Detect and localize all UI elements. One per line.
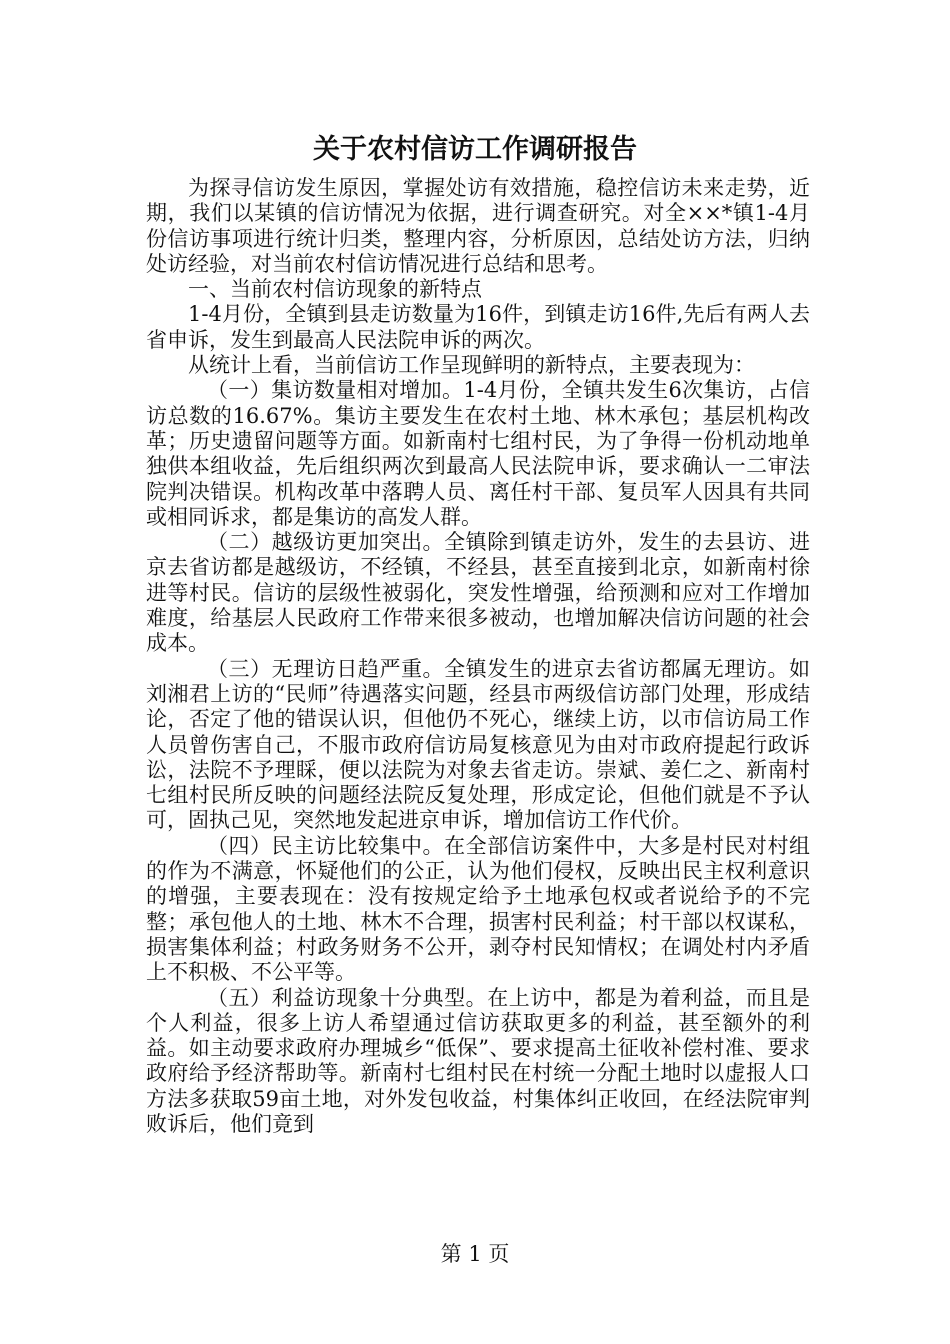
document-body bbox=[146, 176, 810, 1137]
paragraph-feature-1: （一）集访数量相对增加。1-4月份，全镇共发生6次集访，占信访总数的16.67%。集访主要发生在农村土地、林木承包；基层机构改革；历史遗留问题等方面。如新南村七组村民，为了争得一份机动地单独供本组收益，先后组织两次到最高人民法院申诉，要求确认一二审法院判决错误。机构改革中落聘人员、离任村干部、复员军人因具有共同或相同诉求，都是集访的高发人群。 bbox=[146, 378, 810, 529]
paragraph-feature-5: （五）利益访现象十分典型。在上访中，都是为着利益，而且是个人利益，很多上访人希望通过信访获取更多的利益，甚至额外的利益。如主动要求政府办理城乡“低保”、要求提高土征收补偿村准、要求政府给予经济帮助等。新南村七组村民在村统一分配土地时以虚报人口方法多获取59亩土地，对外发包收益，村集体纠正收回，在经法院审判败诉后，他们竟到 bbox=[146, 985, 810, 1136]
document-title: 关于农村信访工作调研报告 bbox=[313, 134, 637, 165]
paragraph-statistics: 1-4月份，全镇到县走访数量为16件，到镇走访16件,先后有两人去省申诉，发生到最高人民法院申诉的两次。 bbox=[146, 302, 810, 352]
paragraph-intro: 为探寻信访发生原因，掌握处访有效措施，稳控信访未来走势，近期，我们以某镇的信访情况为依据，进行调查研究。对全××*镇1-4月份信访事项进行统计归类，整理内容，分析原因，总结处访方法，归纳处访经验，对当前农村信访情况进行总结和思考。 bbox=[146, 176, 810, 276]
paragraph-feature-4: （四）民主访比较集中。在全部信访案件中，大多是村民对村组的作为不满意，怀疑他们的公正，认为他们侵权，反映出民主权利意识的增强，主要表现在：没有按规定给予土地承包权或者说给予的不完整；承包他人的土地、林木不合理，损害村民利益；村干部以权谋私，损害集体利益；村政务财务不公开，剥夺村民知情权；在调处村内矛盾上不积极、不公平等。 bbox=[146, 833, 810, 985]
paragraph-feature-2: （二）越级访更加突出。全镇除到镇走访外，发生的去县访、进京去省访都是越级访，不经镇，不经县，甚至直接到北京，如新南村徐进等村民。信访的层级性被弱化，突发性增强，给预测和应对工作增加难度，给基层人民政府工作带来很多被动，也增加解决信访问题的社会成本。 bbox=[146, 530, 810, 656]
paragraph-feature-3: （三）无理访日趋严重。全镇发生的进京去省访都属无理访。如刘湘君上访的“民师”待遇落实问题，经县市两级信访部门处理，形成结论，否定了他的错误认识，但他仍不死心，继续上访，以市信访局工作人员曾伤害自己，不服市政府信访局复核意见为由对市政府提起行政诉讼，法院不予理睬，便以法院为对象去省走访。崇斌、姜仁之、新南村七组村民所反映的问题经法院反复处理，形成定论，但他们就是不予认可，固执己见，突然地发起进京申诉，增加信访工作代价。 bbox=[146, 656, 810, 833]
page-number: 第 1 页 bbox=[440, 1242, 510, 1266]
paragraph-features-intro: 从统计上看，当前信访工作呈现鲜明的新特点，主要表现为： bbox=[188, 353, 755, 378]
section-heading: 一、当前农村信访现象的新特点 bbox=[188, 277, 482, 302]
